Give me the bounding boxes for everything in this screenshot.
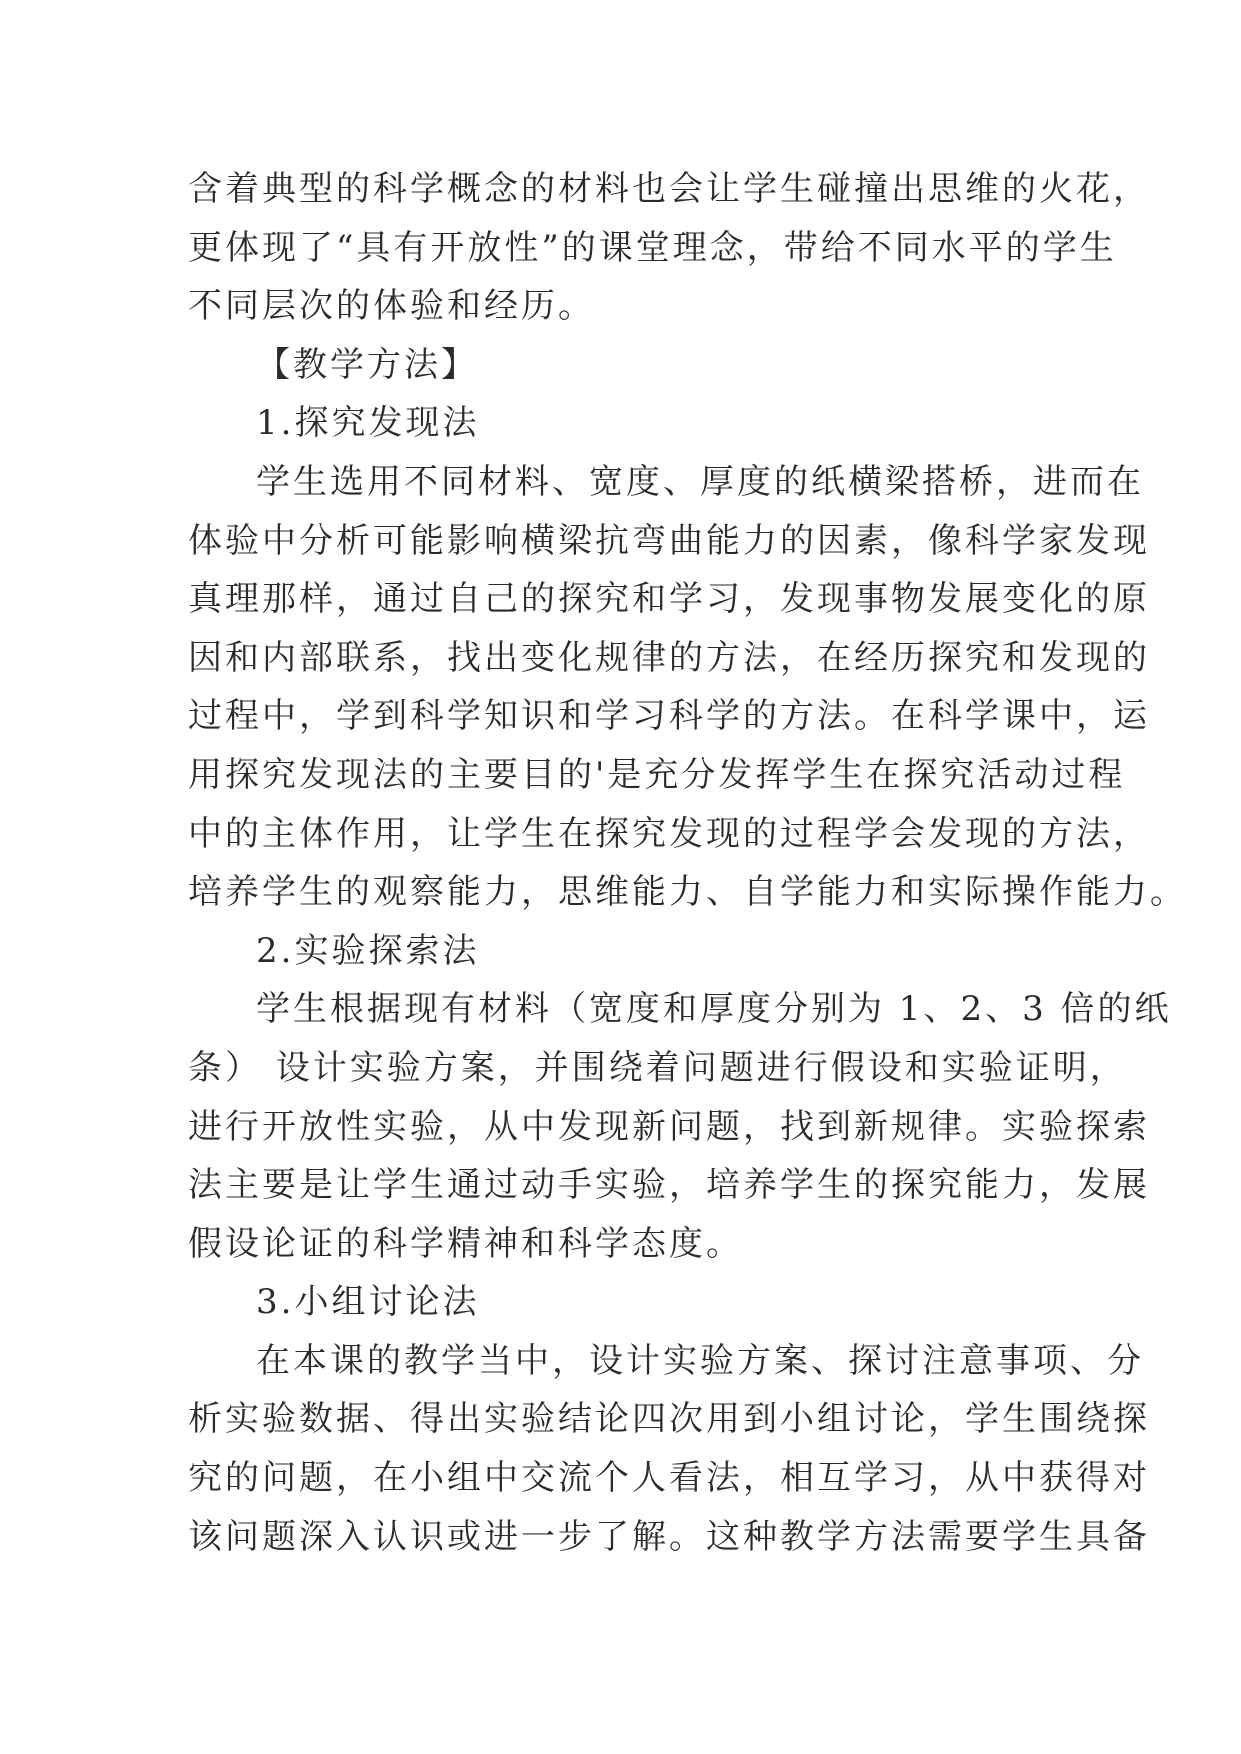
body-line: 因和内部联系，找出变化规律的方法，在经历探究和发现的 xyxy=(188,637,1150,678)
paragraph-start: 学生根据现有材料（宽度和厚度分别为 1、2、3 倍的纸 xyxy=(256,989,1172,1030)
body-line: 究的问题，在小组中交流个人看法，相互学习，从中获得对 xyxy=(188,1458,1150,1499)
body-line: 进行开放性实验，从中发现新问题，找到新规律。实验探索 xyxy=(188,1106,1150,1147)
body-line: 假设论证的科学精神和科学态度。 xyxy=(188,1223,743,1264)
method-heading-2: 2.实验探索法 xyxy=(256,930,480,971)
body-line: 析实验数据、得出实验结论四次用到小组讨论，学生围绕探 xyxy=(188,1399,1150,1440)
method-heading-1: 1.探究发现法 xyxy=(256,403,480,444)
body-line: 中的主体作用，让学生在探究发现的过程学会发现的方法， xyxy=(188,813,1150,854)
body-line: 过程中，学到科学知识和学习科学的方法。在科学课中，运 xyxy=(188,696,1150,737)
body-line: 体验中分析可能影响横梁抗弯曲能力的因素，像科学家发现 xyxy=(188,520,1150,561)
body-line: 法主要是让学生通过动手实验，培养学生的探究能力，发展 xyxy=(188,1165,1150,1206)
body-line: 真理那样，通过自己的探究和学习，发现事物发展变化的原 xyxy=(188,579,1150,620)
body-line: 含着典型的科学概念的材料也会让学生碰撞出思维的火花， xyxy=(188,169,1150,209)
body-line: 培养学生的观察能力，思维能力、自学能力和实际操作能力。 xyxy=(188,872,1187,913)
body-line: 更体现了“具有开放性”的课堂理念，带给不同水平的学生 xyxy=(188,227,1117,268)
section-heading: 【教学方法】 xyxy=(256,344,478,385)
body-line: 不同层次的体验和经历。 xyxy=(188,286,595,327)
paragraph-start: 学生选用不同材料、宽度、厚度的纸横梁搭桥，进而在 xyxy=(256,461,1144,502)
method-heading-3: 3.小组讨论法 xyxy=(256,1282,480,1323)
body-line: 该问题深入认识或进一步了解。这种教学方法需要学生具备 xyxy=(188,1516,1150,1557)
document-body xyxy=(188,160,1187,1566)
body-line: 条） 设计实验方案，并围绕着问题进行假设和实验证明， xyxy=(188,1047,1127,1088)
paragraph-start: 在本课的教学当中，设计实验方案、探讨注意事项、分 xyxy=(256,1340,1144,1381)
body-line: 用探究发现法的主要目的'是充分发挥学生在探究活动过程 xyxy=(188,754,1126,795)
